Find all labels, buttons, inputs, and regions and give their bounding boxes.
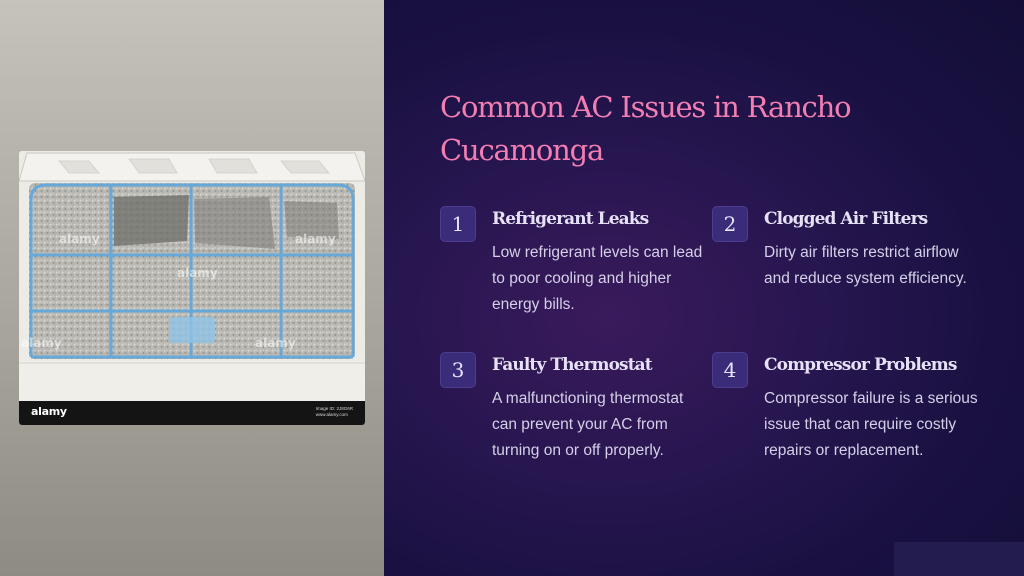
image-id-text: Image ID: 2J8G6R	[315, 406, 353, 411]
stock-photo-meta	[316, 406, 353, 418]
issue-number-badge: 4	[712, 352, 748, 388]
issue-title: Clogged Air Filters	[764, 209, 928, 229]
issue-number-badge: 2	[712, 206, 748, 242]
issue-description: Low refrigerant levels can lead to poor cooling and higher energy bills.	[492, 244, 703, 313]
issue-title: Refrigerant Leaks	[492, 209, 649, 229]
issue-number-badge: 1	[440, 206, 476, 242]
photo-watermark-5: alamy	[255, 336, 296, 350]
corner-decoration	[894, 542, 1024, 576]
photo-watermark-3: alamy	[177, 266, 218, 280]
photo-watermark-1: alamy	[59, 232, 100, 246]
stock-photo-footer	[19, 401, 365, 425]
dirty-filter-illustration	[19, 151, 365, 401]
ac-filter-photo	[19, 151, 365, 425]
site-url-text: www.alamy.com	[315, 412, 348, 417]
photo-watermark-4: alamy	[21, 336, 62, 350]
issue-description: A malfunctioning thermostat can prevent your AC from turning on or off properly.	[492, 390, 684, 459]
issue-description: Dirty air filters restrict airflow and reduce system efficiency.	[764, 244, 967, 287]
issue-number-badge: 3	[440, 352, 476, 388]
issue-description: Compressor failure is a serious issue that can require costly repairs or replacement.	[764, 390, 978, 459]
issue-title: Faulty Thermostat	[492, 355, 652, 375]
image-panel	[0, 0, 384, 576]
photo-watermark-2: alamy	[295, 232, 336, 246]
alamy-logo: alamy	[31, 405, 67, 418]
issue-title: Compressor Problems	[764, 355, 957, 375]
slide-title: Common AC Issues in Rancho Cucamonga	[440, 90, 851, 167]
